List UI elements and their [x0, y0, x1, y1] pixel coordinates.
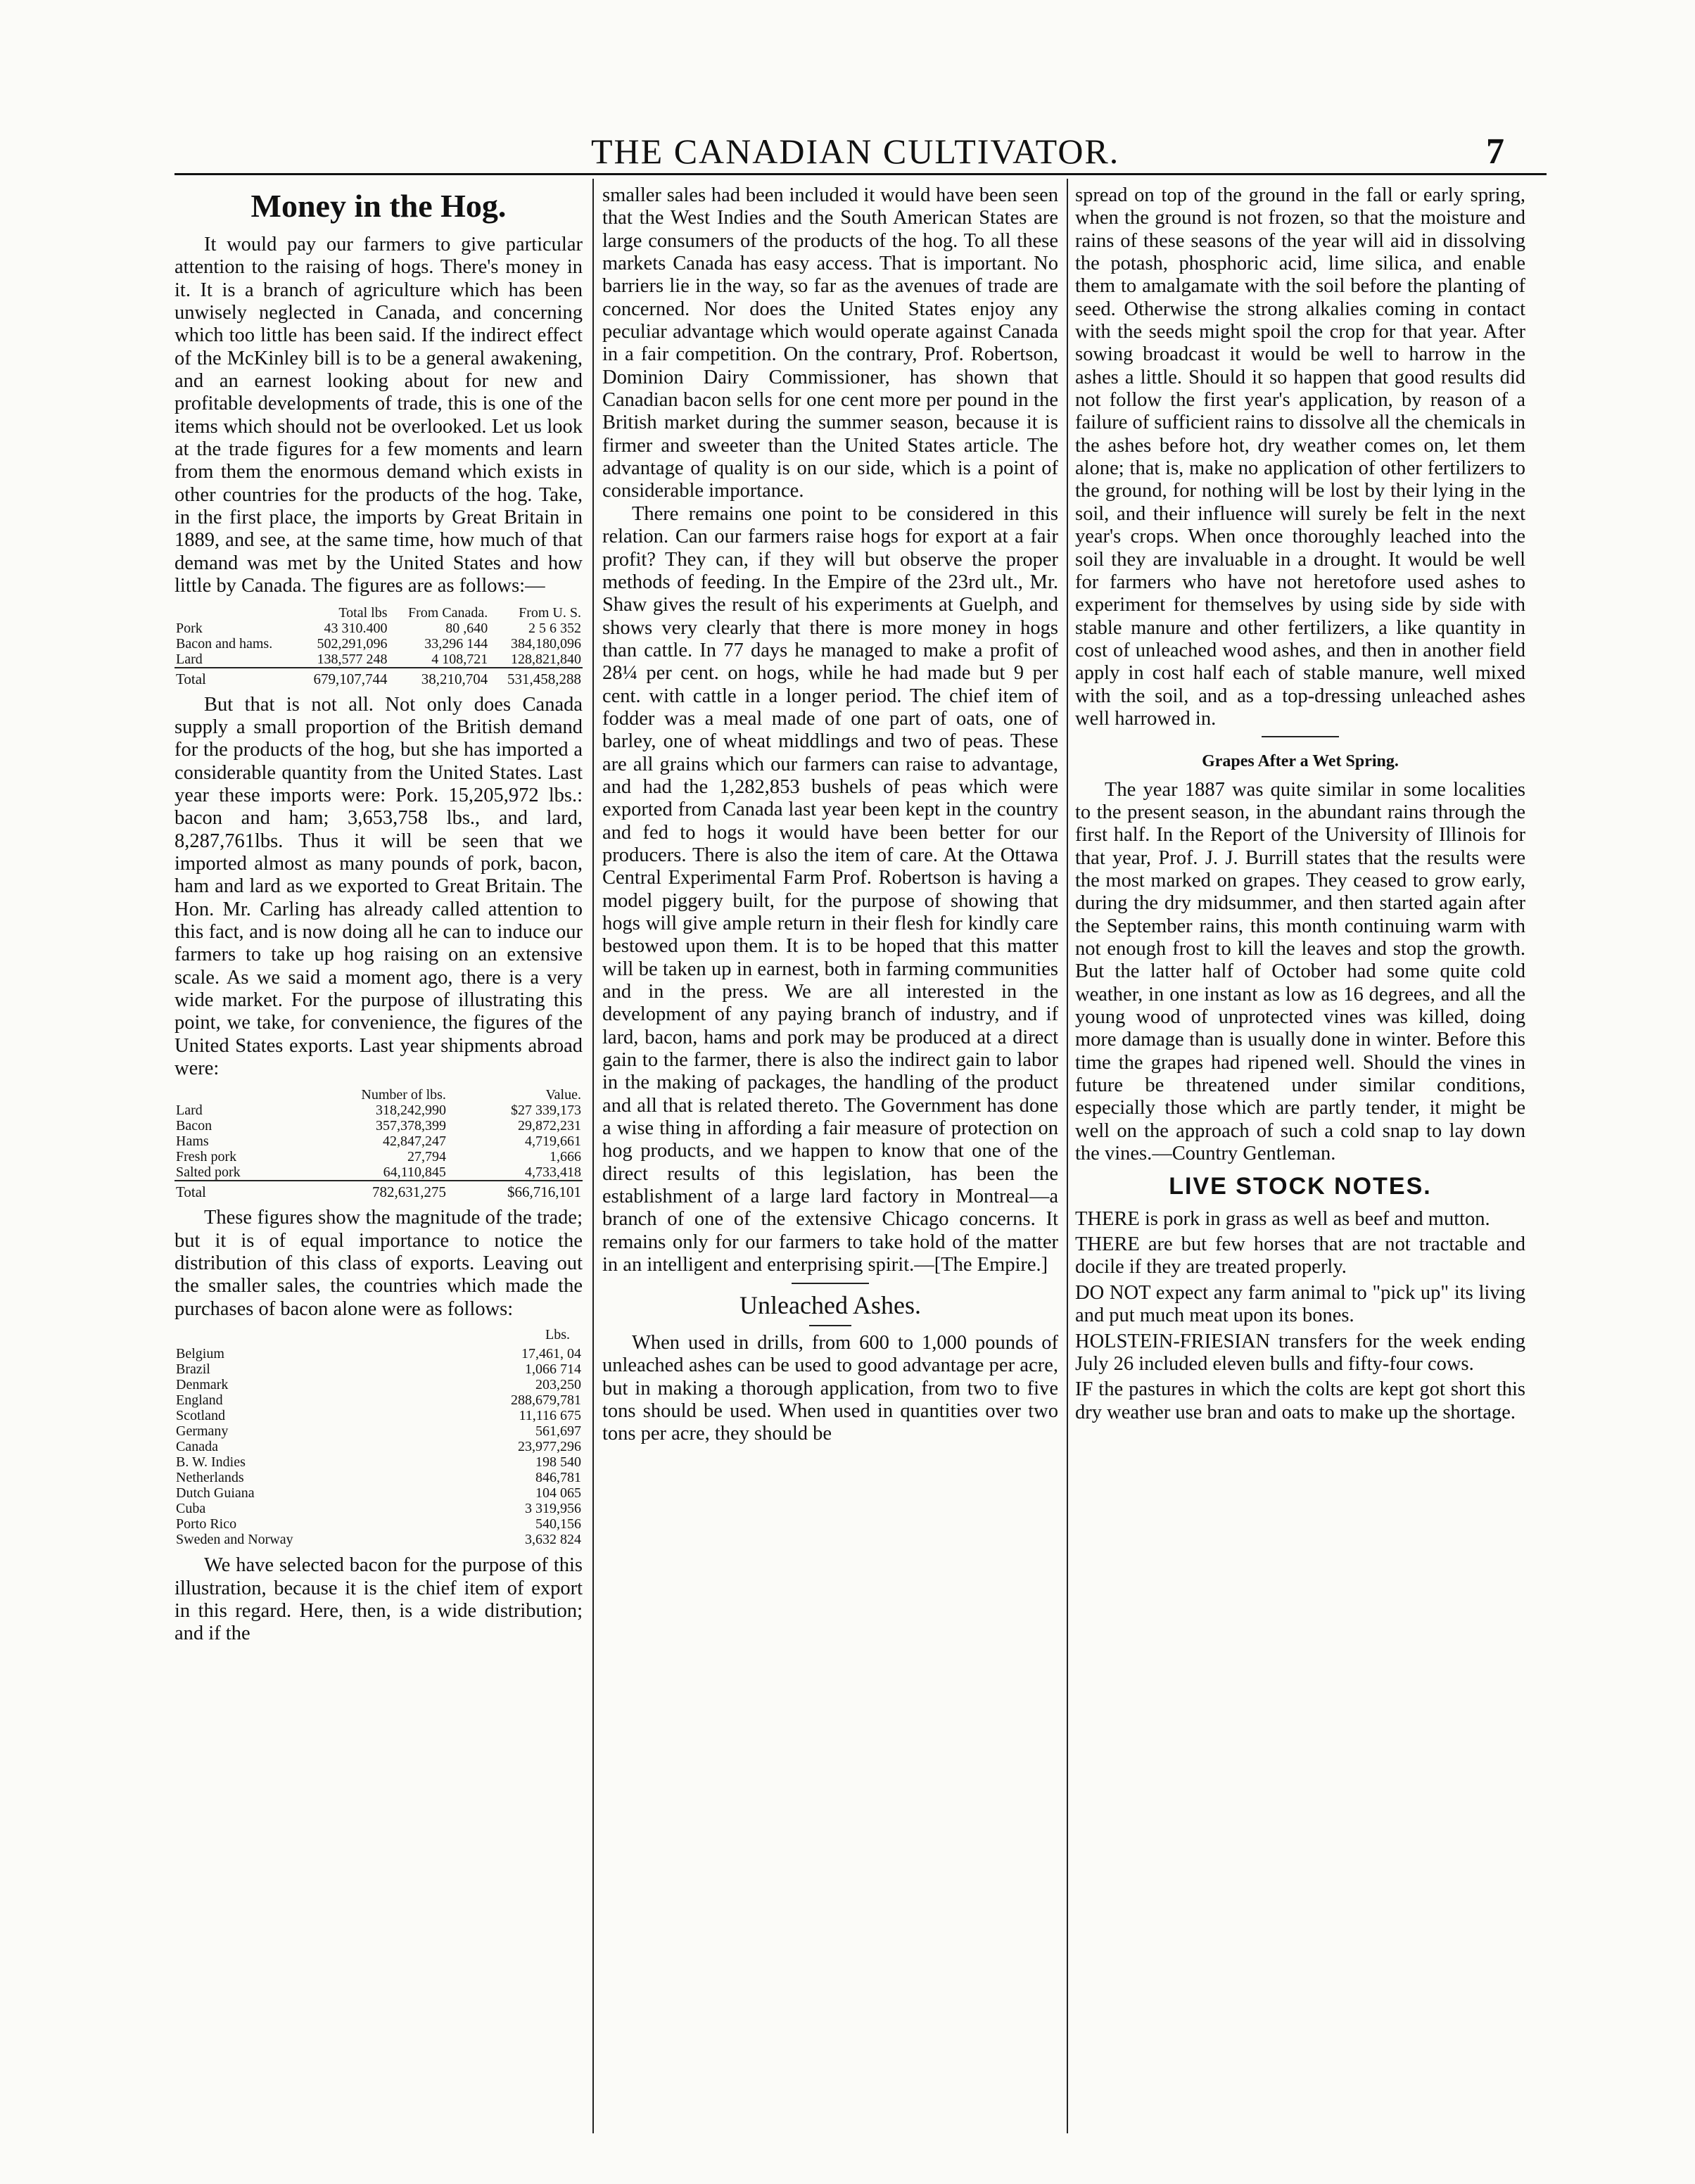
table-row	[174, 1423, 583, 1439]
table-header: From Canada.	[407, 604, 488, 621]
table-row	[174, 652, 583, 668]
article-end-rule	[1262, 736, 1339, 737]
page-header	[0, 131, 1695, 170]
table-cell: 29,872,231	[518, 1118, 581, 1134]
table-cell: 128,821,840	[511, 651, 581, 667]
table-cell: 2 5 6 352	[528, 620, 581, 636]
column-1	[174, 184, 583, 1646]
table-cell: 531,458,288	[489, 668, 583, 687]
table-row	[174, 1532, 583, 1547]
table-cell: 27,794	[407, 1149, 446, 1165]
table-header: Value.	[545, 1087, 581, 1103]
table-cell: Bacon and hams.	[176, 635, 273, 652]
table-cell: $27 339,173	[511, 1103, 581, 1119]
table-cell: Porto Rico	[176, 1516, 237, 1532]
table-cell: 203,250	[535, 1377, 581, 1393]
table-cell: 540,156	[535, 1516, 581, 1532]
table-cell: 138,577 248	[317, 651, 388, 667]
table-row	[174, 1149, 583, 1164]
table-cell: 502,291,096	[317, 635, 388, 652]
paragraph: There remains one point to be considered in this relation. Can our farmers raise hogs for export at a fair profit? They can, if they will but observe the proper methods of feeding. In the Empire of the 23rd ult., Mr. Shaw gives the result of his experiments at Guelph, and shows very clearly that there is more money in hogs than cattle. In 77 days he managed to make a profit of 28¼ per cent. on hogs, while he had made but 9 per cent. with cattle in a longer period. The chief item of fodder was a meal made of one part of oats, one of barley, one of wheat middlings and two of peas. These are all grains which our farmers can raise to advantage, and had the 1,282,853 bushels of peas which were exported from Canada last year been kept in the country and fed to hogs it would have been better for our producers. There is also the item of care. At the Ottawa Central Experimental Farm Prof. Robertson is having a model piggery built, for the purpose of showing that hogs will give ample return in their flesh for kindly care bestowed upon them. It is to be hoped that this matter will be taken up in earnest, both in farming communities and in the press. We are all interested in the development of any paying branch of industry, and if lard, bacon, hams and pork may be produced at a direct gain to the farmer, there is also the indirect gain to labor in the making of packages, the handling of the product and all that is related thereto. The Government has done a wise thing in affording a fair measure of protection on hog products, and we happen to know that one of the direct results of this legislation, has been the establishment of a large lard factory in Montreal—a branch of one of the extensive Chicago concerns. It remains only for our farmers to take hold of the matter in an intelligent and enterprising spirit.—[The Empire.]	[602, 502, 1058, 1276]
paragraph: We have selected bacon for the purpose of this illustration, because it is the chief item of export in this regard. Here, then, is a wide distribution; and if the	[174, 1554, 583, 1645]
note-item: HOLSTEIN-FRIESIAN transfers for the week ending July 26 included eleven bulls and fifty-four cows.	[1075, 1330, 1525, 1375]
table-header-row	[174, 605, 583, 621]
table-cell: 43 310.400	[324, 620, 388, 636]
table-cell: Germany	[176, 1423, 229, 1440]
table-row	[174, 1164, 583, 1181]
paragraph: smaller sales had been included it would have been seen that the West Indies and the South American States are large consumers of the products of the hog. To all these markets Canada has easy access. That is important. No barriers lie in the way, so far as the avenues of trade are concerned. Nor does the United States enjoy any peculiar advantage which would operate against Canada in a fair competition. On the contrary, Prof. Robertson, Dominion Dairy Commissioner, has shown that Canadian bacon sells for one cent more per pound in the British market during the summer season, because it is firmer and sweeter than the United States article. The advantage of quality is on our side, which is a point of considerable importance.	[602, 184, 1058, 502]
table-row	[174, 1134, 583, 1149]
note-item: DO NOT expect any farm animal to "pick up" its living and put much meat upon its bones.	[1075, 1281, 1525, 1327]
table-header: Total lbs	[338, 604, 388, 621]
table-cell: 846,781	[535, 1470, 581, 1486]
table-cell: Salted pork	[176, 1164, 241, 1181]
table-row	[174, 1346, 583, 1361]
table-row	[174, 636, 583, 652]
column-divider-left	[592, 179, 594, 2133]
us-exports-table	[174, 1087, 583, 1200]
table-cell: Belgium	[176, 1346, 224, 1362]
table-cell: Sweden and Norway	[176, 1532, 293, 1548]
note-item: THERE is pork in grass as well as beef and mutton.	[1075, 1207, 1490, 1230]
table-header	[174, 605, 296, 621]
table-cell: England	[176, 1392, 223, 1409]
header-rule	[174, 173, 1547, 175]
table-row	[174, 1501, 583, 1516]
table-cell: 198 540	[535, 1454, 581, 1471]
article-headline-grapes: Grapes After a Wet Spring.	[1202, 752, 1399, 771]
table-row	[174, 1118, 583, 1134]
table-cell: $66,716,101	[447, 1181, 583, 1200]
column-3	[1075, 184, 1525, 1427]
table-cell: 288,679,781	[511, 1392, 581, 1409]
article-end-rule	[792, 1283, 869, 1284]
table-cell: Netherlands	[176, 1470, 244, 1486]
table-cell: 679,107,744	[296, 668, 389, 687]
table-cell: Canada	[176, 1439, 218, 1455]
uk-imports-table	[174, 605, 583, 687]
table-cell: 782,631,275	[293, 1181, 447, 1200]
paragraph: It would pay our farmers to give particular attention to the raising of hogs. There's money in it. It is a branch of agriculture which has been unwisely neglected in Canada, and concerning which too little has been said. If the indirect effect of the McKinley bill is to be a general awakening, and an earnest looking about for new and profitable developments of trade, this is one of the items which should not be overlooked. Let us look at the trade figures for a few moments and learn from them the enormous demand which exists in other countries for the products of the hog. Take, in the first place, the imports by Great Britain in 1889, and see, at the same time, how much of that demand was met by the United States and how little by Canada. The figures are as follows:—	[174, 234, 583, 597]
column-divider-right	[1067, 179, 1068, 2133]
table-cell: B. W. Indies	[176, 1454, 246, 1471]
table-cell: 38,210,704	[389, 668, 490, 687]
table-header	[174, 1087, 293, 1103]
table-cell: 64,110,845	[383, 1164, 446, 1181]
table-cell: Pork	[176, 620, 203, 636]
headline-rule	[809, 1325, 851, 1326]
table-cell: 4,733,418	[525, 1164, 581, 1181]
paragraph: These figures show the magnitude of the trade; but it is of equal importance to notice the distribution of this class of exports. Leaving out the smaller sales, the countries which made the purchases of bacon alone were as follows:	[174, 1207, 583, 1320]
bacon-purchasers-table	[174, 1346, 583, 1547]
paragraph: The year 1887 was quite similar in some localities to the present season, in the abundant rains through the first half. In the Report of the University of Illinois for that year, Prof. J. J. Burrill states that the results were the most marked on grapes. They ceased to grow early, during the dry midsummer, and then started again after the September rains, this month continuing warm with not enough frost to kill the leaves and stop the growth. But the latter half of October had some quite cold weather, in one instant as low as 16 degrees, and all the young wood of unprotected vines was killed, doing more damage than is usually done in winter. Before this time the grapes had ripened well. Should the vines in future be threatened under similar conditions, especially those which are partly tender, it might be well on the approach of such a cold snap to lay down the vines.—Country Gentleman.	[1075, 778, 1525, 1165]
table-row	[174, 1439, 583, 1454]
table-row	[174, 1392, 583, 1408]
section-headline-live-stock-notes: LIVE STOCK NOTES.	[1169, 1173, 1432, 1200]
table-row	[174, 1408, 583, 1423]
article-headline-money-in-hog: Money in the Hog.	[250, 188, 507, 224]
table-cell: 17,461, 04	[521, 1346, 581, 1362]
table-cell: Total	[174, 1181, 293, 1200]
newspaper-title: THE CANADIAN CULTIVATOR.	[591, 132, 1120, 171]
table-cell: 1,066 714	[525, 1361, 581, 1378]
table-row	[174, 1485, 583, 1501]
table-row	[174, 1454, 583, 1470]
table-cell: Lard	[176, 651, 203, 667]
table-cell: 4 108,721	[431, 651, 488, 667]
table-row	[174, 1377, 583, 1392]
table-cell: 42,847,247	[382, 1134, 446, 1150]
table-cell: 1,666	[550, 1149, 581, 1165]
table-total-row	[174, 668, 583, 687]
table-cell: 3 319,956	[525, 1501, 581, 1517]
table-cell: Hams	[176, 1134, 209, 1150]
table-header-row	[174, 1087, 583, 1103]
note-item: IF the pastures in which the colts are kept got short this dry weather use bran and oats to make up the shortage.	[1075, 1378, 1525, 1423]
table-row	[174, 1361, 583, 1377]
table-cell: 11,116 675	[519, 1408, 581, 1424]
table-cell: 23,977,296	[518, 1439, 581, 1455]
paragraph: But that is not all. Not only does Canada supply a small proportion of the British demand for the products of the hog, but she has imported a considerable quantity from the United States. Last year these imports were: Pork. 15,205,972 lbs.: bacon and ham; 3,653,758 lbs., and lard, 8,287,761lbs. Thus it will be seen that we imported almost as many pounds of pork, bacon, ham and lard as we exported to Great Britain. The Hon. Mr. Carling has already called attention to this fact, and is now doing all he can to induce our farmers to take up hog raising on an extensive scale. As we said a moment ago, there is a very wide market. For the purpose of illustrating this point, we take, for convenience, the figures of the United States exports. Last year shipments abroad were:	[174, 693, 583, 1079]
table-header: Number of lbs.	[361, 1087, 446, 1103]
article-headline-unleached-ashes: Unleached Ashes.	[739, 1290, 921, 1319]
note-item: THERE are but few horses that are not tractable and docile if they are treated properly.	[1075, 1233, 1525, 1278]
table-cell: 384,180,096	[511, 635, 581, 652]
table-total-row	[174, 1181, 583, 1200]
table-cell: Scotland	[176, 1408, 225, 1424]
table-row	[174, 1103, 583, 1118]
table-row	[174, 621, 583, 636]
table-cell: 80 ,640	[445, 620, 488, 636]
table-cell: 33,296 144	[424, 635, 488, 652]
table-cell: 357,378,399	[375, 1118, 446, 1134]
table-cell: Total	[174, 668, 296, 687]
table-cell: Bacon	[176, 1118, 212, 1134]
page-number: 7	[1486, 132, 1504, 172]
paragraph: When used in drills, from 600 to 1,000 pounds of unleached ashes can be used to good advantage per acre, but in making a thorough application, from two to five tons should be used. When used in quantities over two tons per acre, they should be	[602, 1331, 1058, 1445]
table-cell: 561,697	[535, 1423, 581, 1440]
table-cell: Brazil	[176, 1361, 210, 1378]
table-cell: Cuba	[176, 1501, 206, 1517]
table-header: From U. S.	[519, 604, 581, 621]
table-cell: Denmark	[176, 1377, 229, 1393]
table-cell: 318,242,990	[375, 1103, 446, 1119]
paragraph: spread on top of the ground in the fall or early spring, when the ground is not frozen, so that the moisture and rains of these seasons of the year will aid in dissolving the potash, phosphoric acid, lime silica, and enable them to amalgamate with the soil before the planting of seed. Otherwise the strong alkalies coming in contact with the seeds might spoil the crop for that year. After sowing broadcast it would be well to harrow in the ashes a little. Should it so happen that good results did not follow the first year's application, by reason of a failure of sufficient rains to dissolve all the chemicals in the ashes before hot, dry weather comes on, let them alone; that is, make no application of other fertilizers to the ground, for nothing will be lost by their lying in the soil, and their influence will surely be felt in the next year's crops. When once thoroughly leached into the soil they are invaluable in a drought. It would be well for farmers who have not heretofore used ashes to experiment for themselves by using side by side with stable manure and other fertilizers, a like quantity in cost of unleached wood ashes, and then in another field apply in cost half each of stable manure, well mixed with the soil, and as a top-dressing unleached ashes well harrowed in.	[1075, 184, 1525, 730]
column-2	[602, 184, 1058, 1446]
table-cell: Lard	[176, 1103, 203, 1119]
table-cell: 3,632 824	[525, 1532, 581, 1548]
table-cell: Fresh pork	[176, 1149, 237, 1165]
table-cell: 104 065	[535, 1485, 581, 1502]
table-row	[174, 1516, 583, 1532]
table-cell: 4,719,661	[525, 1134, 581, 1150]
table-cell: Dutch Guiana	[176, 1485, 255, 1502]
table-row	[174, 1470, 583, 1485]
unit-label: Lbs.	[545, 1327, 570, 1343]
